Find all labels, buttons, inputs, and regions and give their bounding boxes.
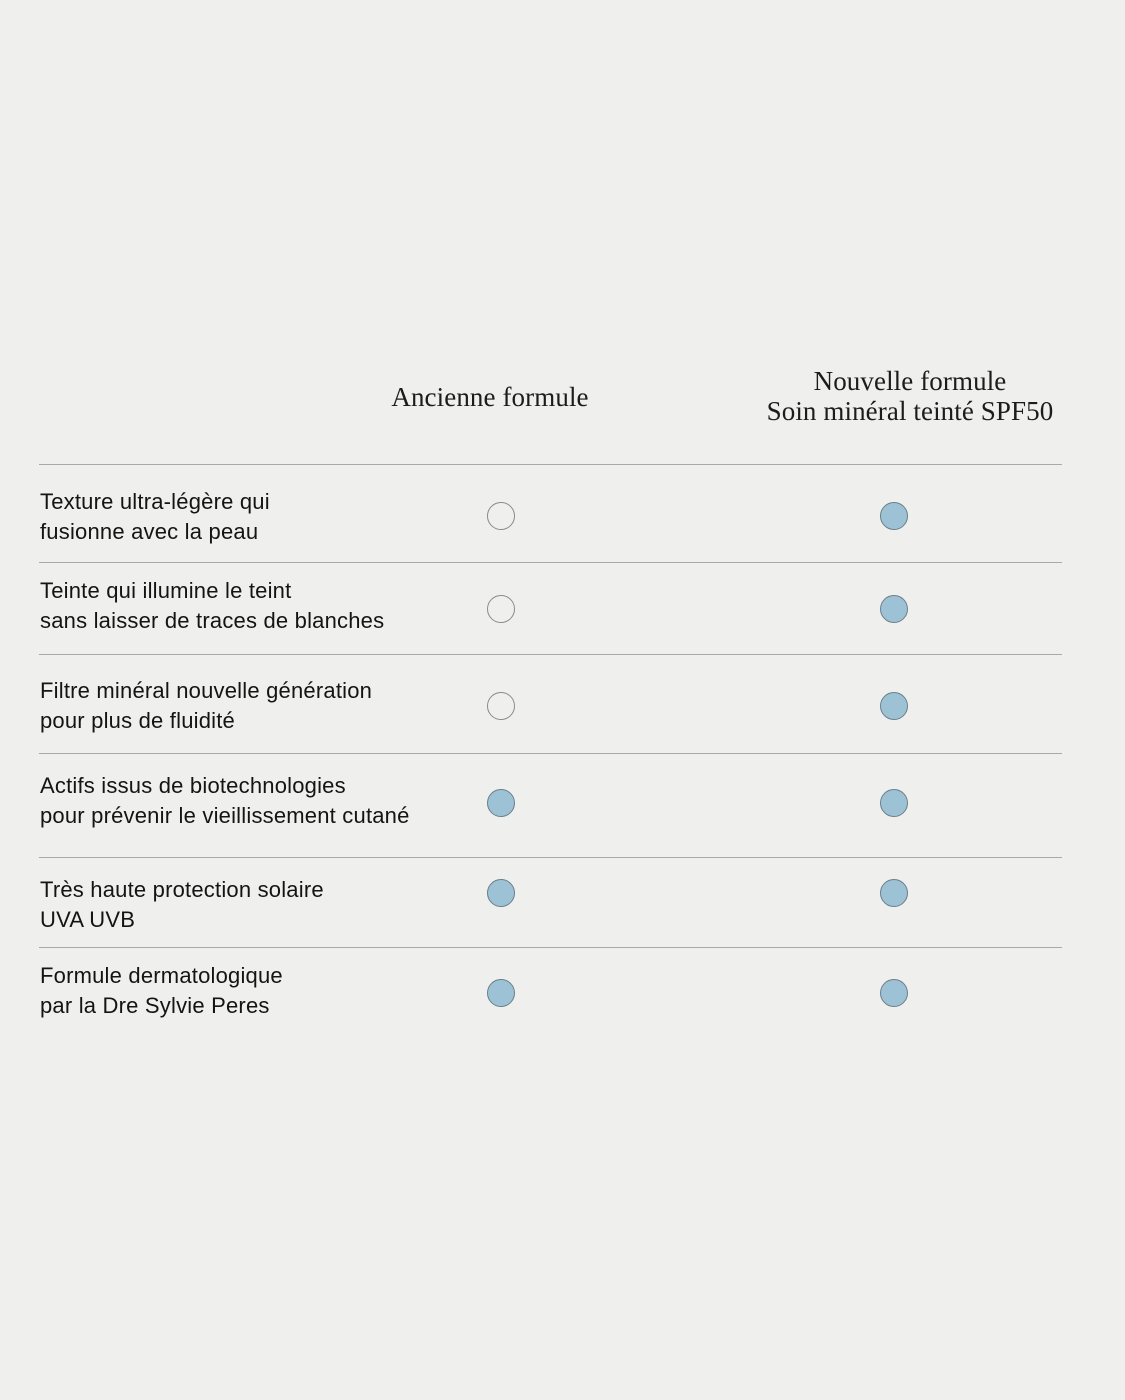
feature-label-filter — [40, 676, 372, 736]
feature-label-actives — [40, 771, 410, 831]
row-divider — [39, 562, 1062, 563]
row-divider — [39, 654, 1062, 655]
feature-label-line: Très haute protection solaire — [40, 877, 324, 902]
filled-circle-icon — [880, 595, 908, 623]
filled-circle-icon — [880, 502, 908, 530]
filled-circle-icon — [487, 789, 515, 817]
empty-circle-icon — [487, 502, 515, 530]
column-heading-line: Soin minéral teinté SPF50 — [766, 396, 1054, 426]
empty-circle-icon — [487, 692, 515, 720]
filled-circle-icon — [487, 879, 515, 907]
feature-label-line: Texture ultra-légère qui — [40, 489, 270, 514]
column-heading-new-formula — [740, 366, 1080, 426]
feature-label-line: UVA UVB — [40, 907, 136, 932]
feature-label-line: Teinte qui illumine le teint — [40, 578, 292, 603]
row-divider — [39, 857, 1062, 858]
filled-circle-icon — [880, 692, 908, 720]
feature-label-line: sans laisser de traces de blanches — [40, 608, 385, 633]
empty-circle-icon — [487, 595, 515, 623]
column-heading-line: Nouvelle formule — [813, 366, 1007, 396]
filled-circle-icon — [487, 979, 515, 1007]
feature-label-line: pour prévenir le vieillissement cutané — [40, 803, 410, 828]
filled-circle-icon — [880, 979, 908, 1007]
filled-circle-icon — [880, 789, 908, 817]
column-heading-line: Ancienne formule — [391, 382, 589, 412]
feature-label-protection — [40, 875, 324, 935]
feature-label-line: Filtre minéral nouvelle génération — [40, 678, 373, 703]
filled-circle-icon — [880, 879, 908, 907]
feature-label-line: par la Dre Sylvie Peres — [40, 993, 270, 1018]
row-divider — [39, 753, 1062, 754]
feature-label-dermatological — [40, 961, 283, 1021]
feature-label-line: Formule dermatologique — [40, 963, 283, 988]
row-divider — [39, 947, 1062, 948]
feature-label-tint — [40, 576, 384, 636]
feature-label-line: Actifs issus de biotechnologies — [40, 773, 346, 798]
feature-label-line: fusionne avec la peau — [40, 519, 259, 544]
row-divider — [39, 464, 1062, 465]
feature-label-line: pour plus de fluidité — [40, 708, 235, 733]
column-heading-old-formula — [330, 382, 650, 412]
feature-label-texture — [40, 487, 270, 547]
